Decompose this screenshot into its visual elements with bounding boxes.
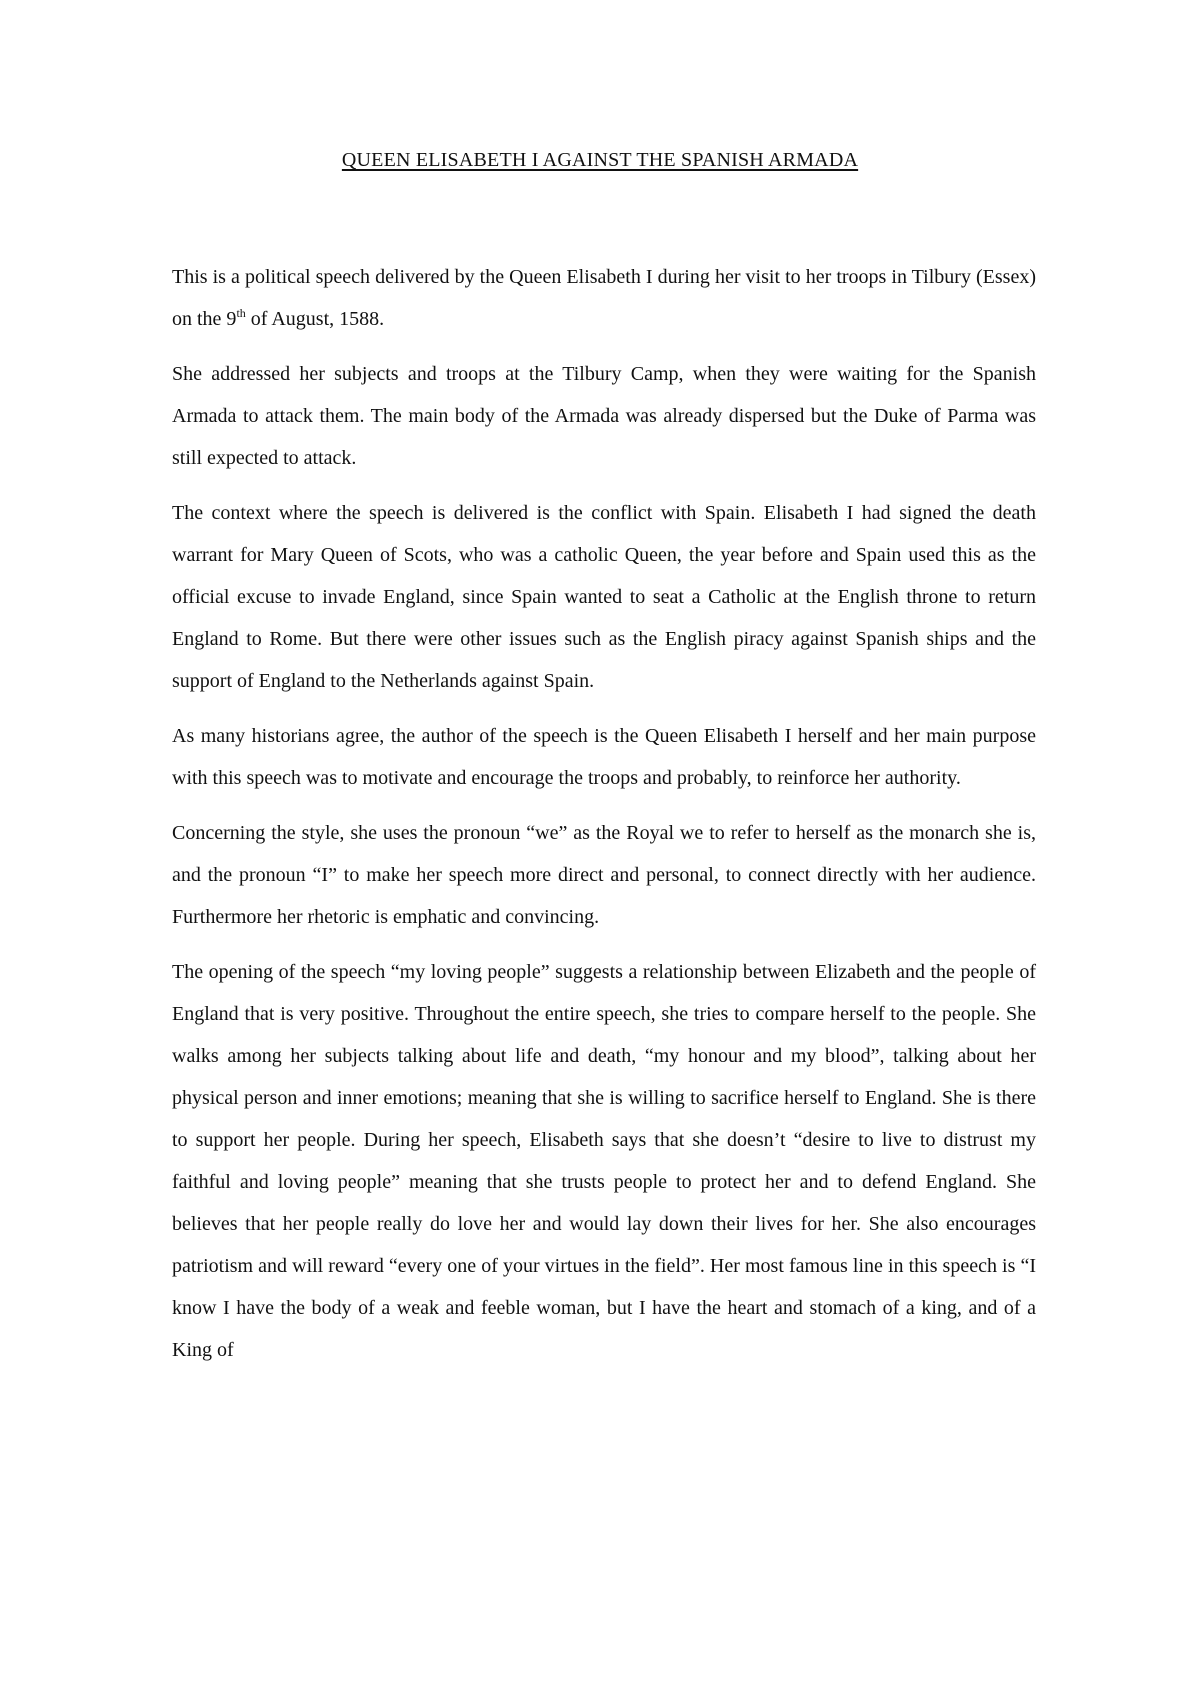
paragraph-context: The context where the speech is delivered is the conflict with Spain. Elisabeth I had signed the death warrant for Mary Queen of Scots, who was a catholic Queen, the year before and Spain used this as the official excuse to invade England, since Spain wanted to seat a Catholic at the English throne to return England to Rome. But there were other issues such as the English piracy against Spanish ships and the support of England to the Netherlands against Spain.	[172, 502, 1036, 692]
paragraph-style: Concerning the style, she uses the pronoun “we” as the Royal we to refer to herself as the monarch she is, and the pronoun “I” to make her speech more direct and personal, to connect directly with her audience. Furthermore her rhetoric is emphatic and convincing.	[172, 822, 1036, 928]
paragraph-intro-text: This is a political speech delivered by the Queen Elisabeth I during her visit to her troops in Tilbury (Essex) on the 9	[172, 266, 1036, 330]
paragraph-intro-date: of August, 1588.	[245, 308, 385, 330]
paragraph-authorship: As many historians agree, the author of the speech is the Queen Elisabeth I herself and her main purpose with this speech was to motivate and encourage the troops and probably, to reinforce her authority.	[172, 725, 1036, 789]
paragraph-analysis: The opening of the speech “my loving people” suggests a relationship between Elizabeth and the people of England that is very positive. Throughout the entire speech, she tries to compare herself to the people. She walks among her subjects talking about life and death, “my honour and my blood”, talking about her physical person and inner emotions; meaning that she is willing to sacrifice herself to England. She is there to support her people. During her speech, Elisabeth says that she doesn’t “desire to live to distrust my faithful and loving people” meaning that she trusts people to protect her and to defend England. She believes that her people really do love her and would lay down their lives for her. She also encourages patriotism and will reward “every one of your virtues in the field”. Her most famous line in this speech is “I know I have the body of a weak and feeble woman, but I have the heart and stomach of a king, and of a King of	[172, 961, 1036, 1361]
document-body	[172, 256, 1036, 1384]
paragraph-setting: She addressed her subjects and troops at the Tilbury Camp, when they were waiting for the Spanish Armada to attack them. The main body of the Armada was already dispersed but the Duke of Parma was still expected to attack.	[172, 363, 1036, 469]
paragraph-intro	[172, 256, 1036, 340]
ordinal-suffix: th	[236, 306, 246, 320]
document-title: QUEEN ELISABETH I AGAINST THE SPANISH ARMADA	[341, 149, 859, 171]
